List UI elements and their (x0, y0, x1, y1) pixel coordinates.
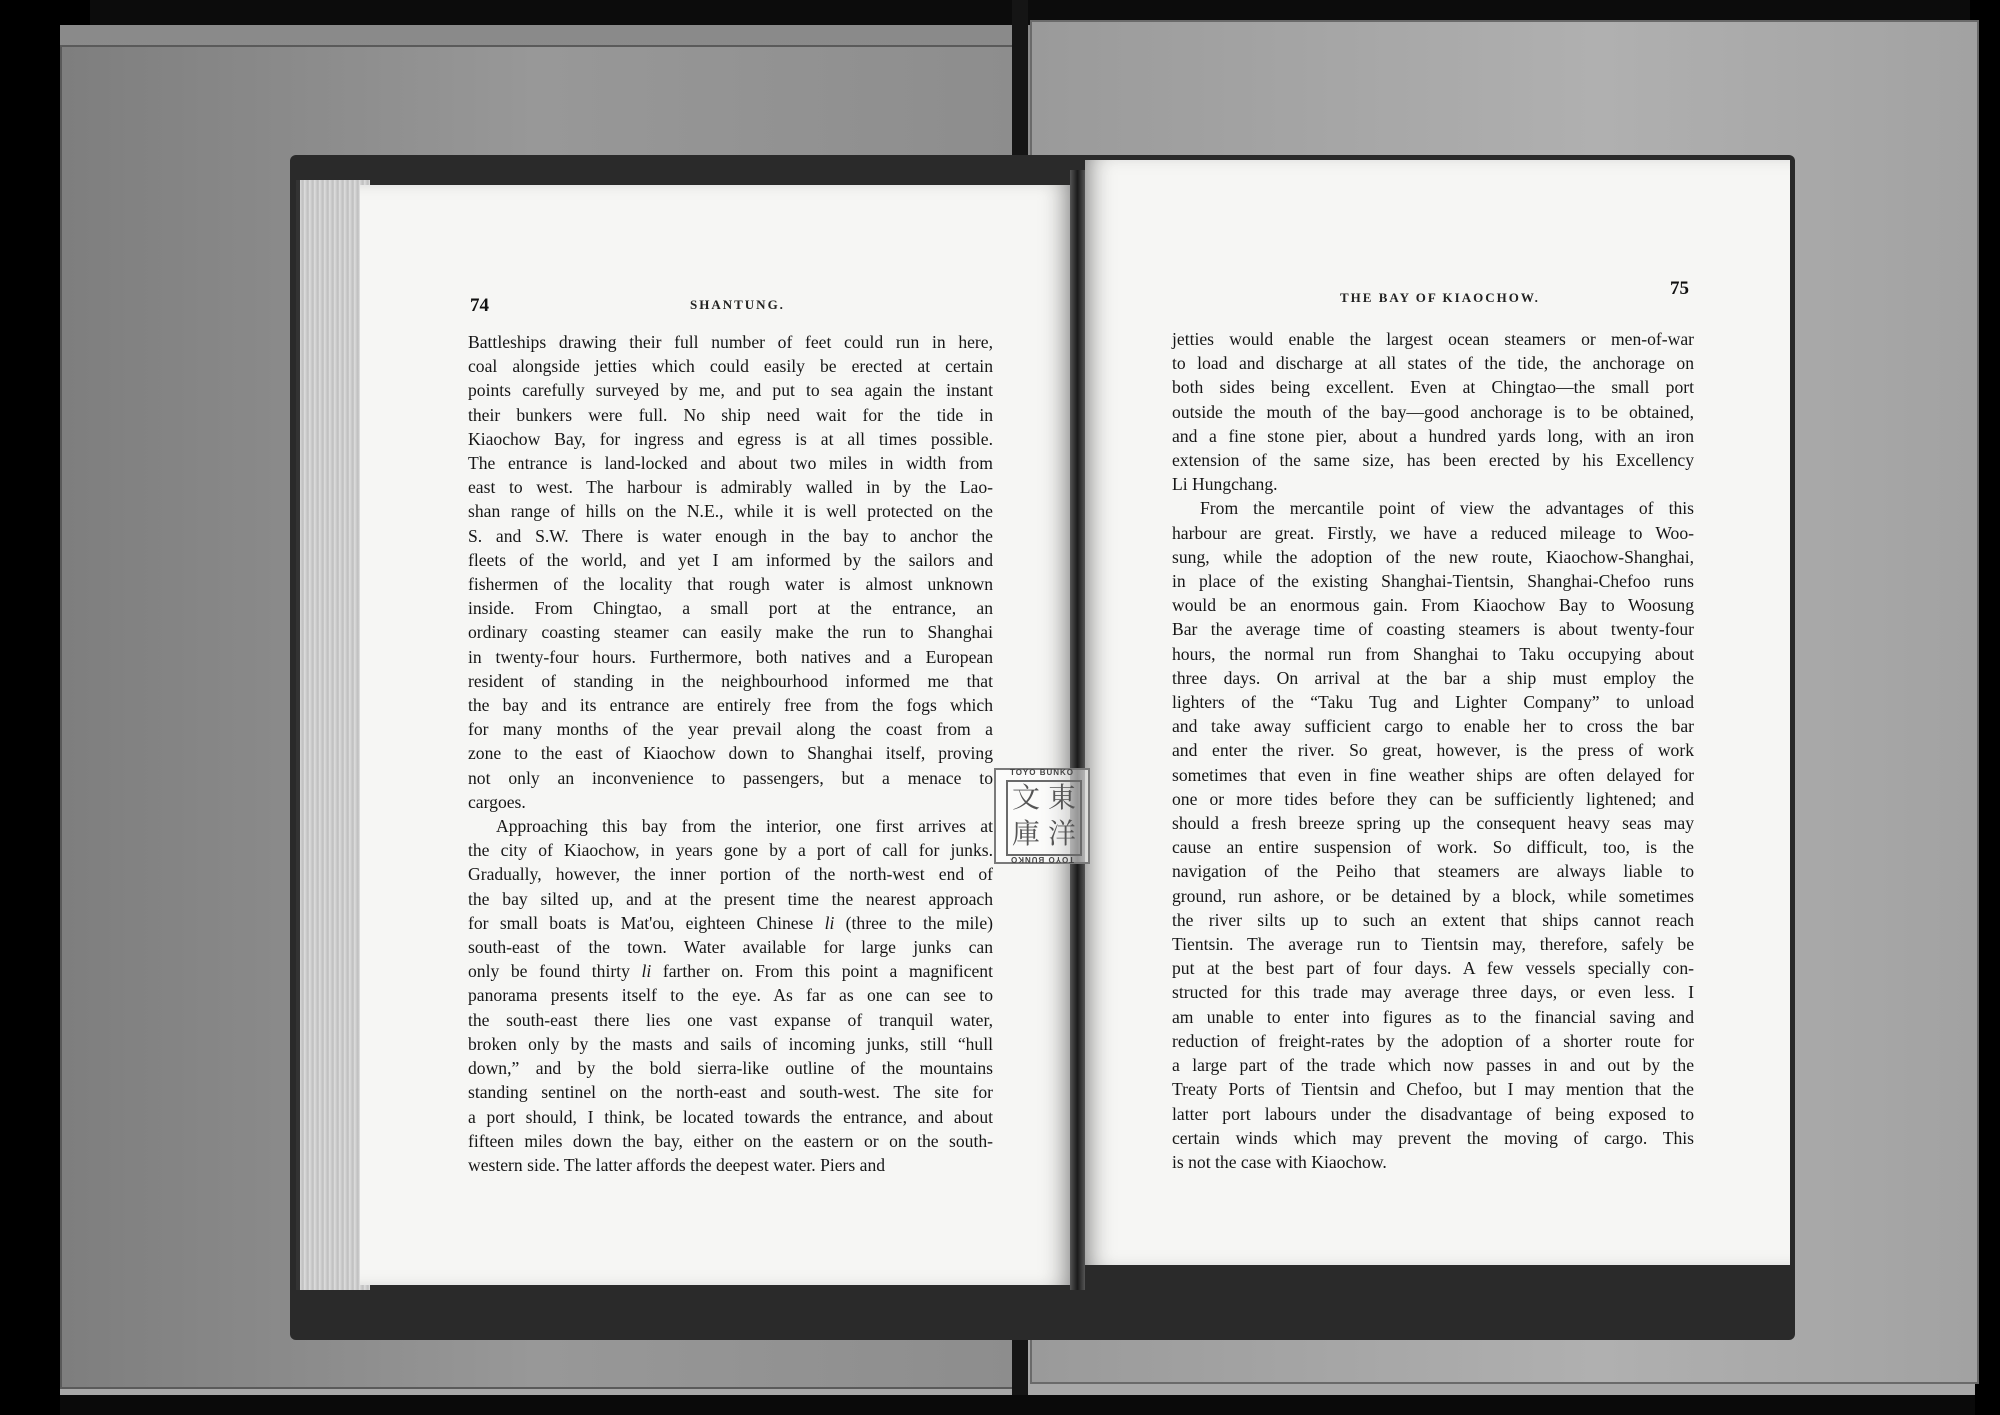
text-line: in place of the existing Shanghai-Tientsin, Shanghai-Chefoo runs (1172, 571, 1694, 592)
scan-bottom-edge (60, 1395, 1975, 1415)
text-line: sometimes that even in fine weather ships are often delayed for (1172, 764, 1694, 785)
text-line: From the mercantile point of view the advantages of this (1200, 498, 1694, 519)
text-line: outside the mouth of the bay—good anchorage is to be obtained, (1172, 401, 1694, 422)
stamp-glyph: 文 (1011, 783, 1040, 814)
stamp-top-text: TOYO BUNKO (1009, 768, 1075, 777)
right-page-body (1172, 327, 1694, 1174)
text-line: the city of Kiaochow, in years gone by a port of call for junks. (468, 840, 993, 861)
stamp-glyph-grid (1006, 780, 1082, 856)
text-line: one or more tides before they can be sufficiently lightened; and (1172, 788, 1694, 809)
text-line: shan range of hills on the N.E., while it is well protected on the (468, 501, 993, 522)
text-line: three days. On arrival at the bar a ship must employ the (1172, 667, 1694, 688)
text-line: for small boats is Mat'ou, eighteen Chinese li (three to the mile) (468, 912, 993, 933)
text-line: structed for this trade may average three days, or even less. I (1172, 982, 1694, 1003)
text-line: Approaching this bay from the interior, one first arrives at (496, 816, 993, 837)
text-line: a port should, I think, be located towards the entrance, and about (468, 1106, 993, 1127)
text-line: harbour are great. Firstly, we have a reduced mileage to Woo- (1172, 522, 1694, 543)
text-line: coal alongside jetties which could easily be erected at certain (468, 356, 993, 377)
text-line: both sides being excellent. Even at Chingtao—the small port (1172, 377, 1694, 398)
text-line: extension of the same size, has been erected by his Excellency (1172, 450, 1694, 471)
stamp-glyph: 東 (1047, 783, 1076, 814)
text-line: broken only by the masts and sails of incoming junks, still “hull (468, 1033, 993, 1054)
text-line: Li Hungchang. (1172, 474, 1278, 495)
text-line: a large part of the trade which now passes in and out by the (1172, 1055, 1694, 1076)
text-line: fleets of the world, and yet I am informed by the sailors and (468, 549, 993, 570)
text-line: western side. The latter affords the deepest water. Piers and (468, 1154, 886, 1175)
text-line: south-east of the town. Water available for large junks can (468, 937, 993, 958)
page-edges (296, 180, 370, 1290)
text-line: inside. From Chingtao, a small port at the entrance, an (468, 598, 993, 619)
text-line: would be an enormous gain. From Kiaochow Bay to Woosung (1172, 595, 1694, 616)
text-line: Treaty Ports of Tientsin and Chefoo, but I may mention that the (1172, 1079, 1694, 1100)
text-line: navigation of the Peiho that steamers are always liable to (1172, 861, 1694, 882)
right-running-header: THE BAY OF KIAOCHOW. (1340, 290, 1540, 305)
text-line: sung, while the adoption of the new route, Kiaochow-Shanghai, (1172, 546, 1694, 567)
text-line: ground, run ashore, or be detained by a block, while sometimes (1172, 885, 1694, 906)
text-line: cause an entire suspension of work. So difficult, too, is the (1172, 837, 1694, 858)
text-line: Gradually, however, the inner portion of the north-west end of (468, 864, 993, 885)
text-line: panorama presents itself to the eye. As far as one can see to (468, 985, 993, 1006)
text-line: and enter the river. So great, however, is the press of work (1172, 740, 1694, 761)
book-gutter (1070, 170, 1085, 1290)
text-line: Tientsin. The average run to Tientsin may, therefore, safely be (1172, 934, 1694, 955)
text-line: for many months of the year prevail along the coast from a (468, 719, 993, 740)
text-line: ordinary coasting steamer can easily make the run to Shanghai (468, 622, 993, 643)
text-line: hours, the normal run from Shanghai to Taku occupying about (1172, 643, 1694, 664)
text-line: latter port labours under the disadvantage of being exposed to (1172, 1103, 1694, 1124)
text-line: points carefully surveyed by me, and put to sea again the instant (468, 380, 993, 401)
text-line: zone to the east of Kiaochow down to Shanghai itself, proving (468, 743, 993, 764)
text-line: resident of standing in the neighbourhood informed me that (468, 670, 993, 691)
text-line: jetties would enable the largest ocean steamers or men-of-war (1172, 329, 1694, 349)
left-page-number: 74 (470, 295, 489, 316)
text-line: Battleships drawing their full number of feet could run in here, (468, 332, 993, 352)
right-page-number: 75 (1670, 278, 1689, 299)
text-line: the bay silted up, and at the present time the nearest approach (468, 888, 993, 909)
text-line: reduction of freight-rates by the adoption of a shorter route for (1172, 1030, 1694, 1051)
text-line: The entrance is land-locked and about two miles in width from (468, 453, 993, 474)
text-line: to load and discharge at all states of the tide, the anchorage on (1172, 353, 1694, 374)
text-line: should a fresh breeze spring up the consequent heavy seas may (1172, 813, 1694, 834)
text-line: fifteen miles down the bay, either on the eastern or on the south- (468, 1130, 993, 1151)
text-line: in twenty-four hours. Furthermore, both natives and a European (468, 646, 993, 667)
left-page-body (468, 330, 993, 1177)
text-line: the south-east there lies one vast expanse of tranquil water, (468, 1009, 993, 1030)
text-line: cargoes. (468, 791, 526, 812)
text-line: not only an inconvenience to passengers, but a menace to (468, 767, 993, 788)
text-line: lighters of the “Taku Tug and Lighter Company” to unload (1172, 692, 1694, 713)
text-line: only be found thirty li farther on. From this point a magnificent (468, 961, 993, 982)
text-line: is not the case with Kiaochow. (1172, 1151, 1387, 1172)
text-line: certain winds which may prevent the moving of cargo. This (1172, 1127, 1694, 1148)
text-line: put at the best part of four days. A few vessels specially con- (1172, 958, 1694, 979)
text-line: and a fine stone pier, about a hundred yards long, with an iron (1172, 425, 1694, 446)
text-line: Bar the average time of coasting steamers is about twenty-four (1172, 619, 1694, 640)
text-line: and take away sufficient cargo to enable her to cross the bar (1172, 716, 1694, 737)
text-line: their bunkers were full. No ship need wait for the tide in (468, 404, 993, 425)
text-line: the river silts up to such an extent that ships cannot reach (1172, 909, 1694, 930)
text-line: Kiaochow Bay, for ingress and egress is at all times possible. (468, 428, 993, 449)
stamp-bottom-text: TOYO BUNKO (1009, 855, 1075, 864)
text-line: S. and S.W. There is water enough in the bay to anchor the (468, 525, 993, 546)
text-line: east to west. The harbour is admirably walled in by the Lao- (468, 477, 993, 498)
text-line: the bay and its entrance are entirely free from the fogs which (468, 695, 993, 716)
text-line: am unable to enter into figures as to the financial saving and (1172, 1006, 1694, 1027)
text-line: fishermen of the locality that rough water is almost unknown (468, 574, 993, 595)
library-seal-stamp (994, 768, 1090, 864)
left-running-header: SHANTUNG. (690, 297, 785, 312)
text-line: standing sentinel on the north-east and south-west. The site for (468, 1082, 993, 1103)
stamp-glyph: 庫 (1011, 819, 1040, 850)
text-line: down,” and by the bold sierra-like outline of the mountains (468, 1058, 993, 1079)
stamp-glyph: 洋 (1047, 819, 1076, 850)
